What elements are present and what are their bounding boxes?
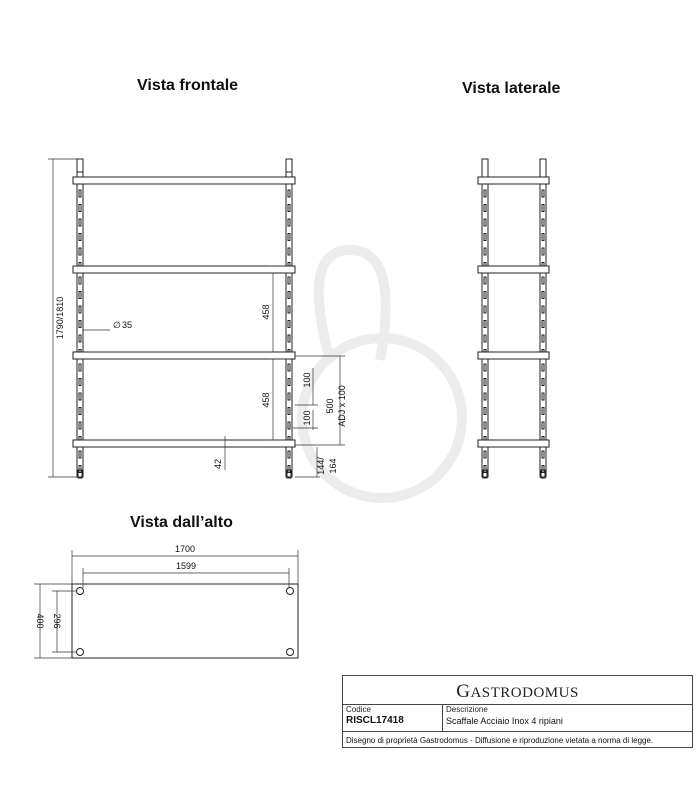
post-slot [79,248,81,255]
watermark-logo [302,250,462,498]
post-slot [288,234,290,241]
post-slot [484,277,486,284]
post-slot [484,234,486,241]
post-slot [542,205,544,212]
post-slot [542,219,544,226]
post-slot [542,277,544,284]
dim-foot-height-b: 164 [328,458,338,474]
post-slot [484,306,486,313]
code-cell [343,704,443,731]
top-post-2 [287,588,294,595]
post-slot [79,393,81,400]
side-shelf-1 [478,177,549,184]
top-dimensions [34,550,298,658]
post-slot [288,277,290,284]
post-slot [484,466,486,473]
post-slot [288,466,290,473]
front-shelf-1 [73,177,295,184]
post-slot [484,205,486,212]
post-slot [288,422,290,429]
dim-bottom-shelf: 42 [213,458,223,470]
post-slot [79,422,81,429]
dim-foot-height-a: 144/ [316,457,326,475]
post-slot [79,321,81,328]
post-slot [288,408,290,415]
post-slot [79,379,81,386]
brand-rest: ASTRODOMUS [470,685,579,701]
post-slot [542,321,544,328]
top-post-4 [287,649,294,656]
post-slot [288,219,290,226]
post-slot [484,422,486,429]
post-slot [484,321,486,328]
dim-adjust-step-b: 100 [302,410,312,426]
diameter-symbol: ∅ [113,320,121,330]
side-view-title: Vista laterale [462,80,561,97]
ownership-notice: Disegno di proprietà Gastrodomus - Diffusione e riproduzione vietata a norma di legge. [346,736,654,745]
post-slot [484,364,486,371]
code-label: Codice [346,705,371,714]
post-slot [484,451,486,458]
dim-adjust-range: 500 [325,398,335,414]
brand-initial: G [456,681,471,702]
brand-logo [343,676,692,705]
post-slot [542,466,544,473]
post-slot [79,306,81,313]
dim-width-inner: 1599 [175,561,197,571]
dim-shelf-gap-lower: 458 [261,392,271,408]
post-slot [288,292,290,299]
front-view-title: Vista frontale [137,77,239,94]
post-slot [79,451,81,458]
post-slot [288,393,290,400]
post-slot [484,408,486,415]
top-post-1 [77,588,84,595]
front-left-post [77,159,83,478]
side-view [478,159,549,478]
description-label: Descrizione [446,705,488,714]
dim-adjust-step-a: 100 [302,372,312,388]
post-slot [542,292,544,299]
dim-shelf-gap-upper: 458 [261,304,271,320]
post-slot [484,335,486,342]
post-slot [79,190,81,197]
post-slot [79,219,81,226]
side-shelf-2 [478,266,549,273]
post-slot [484,190,486,197]
post-slot [484,292,486,299]
post-slot [288,321,290,328]
post-slot [288,364,290,371]
post-slot [79,335,81,342]
post-slot [542,190,544,197]
post-slot [542,306,544,313]
side-shelf-3 [478,352,549,359]
post-slot [79,292,81,299]
dim-post-diameter: 35 [122,320,133,330]
description-value: Scaffale Acciaio Inox 4 ripiani [446,716,563,726]
top-view [72,584,298,658]
top-view-title: Vista dall’alto [130,514,233,531]
dim-total-height: 1790/1810 [55,296,65,340]
post-slot [288,190,290,197]
post-slot [542,335,544,342]
dim-width-total: 1700 [174,544,196,554]
front-right-post [286,159,292,478]
front-shelf-2 [73,266,295,273]
post-slot [79,205,81,212]
post-slot [542,379,544,386]
post-slot [484,393,486,400]
dim-depth-inner: 296 [52,613,62,629]
post-slot [288,379,290,386]
post-slot [542,393,544,400]
post-slot [79,408,81,415]
post-slot [288,306,290,313]
post-slot [484,248,486,255]
post-slot [542,364,544,371]
post-slot [542,422,544,429]
post-slot [542,248,544,255]
post-slot [79,277,81,284]
front-shelf-3 [73,352,295,359]
post-slot [288,335,290,342]
post-slot [484,379,486,386]
title-block-row [343,704,692,732]
post-slot [79,466,81,473]
post-slot [542,234,544,241]
dim-adjust-note: ADJ x 100 [337,385,347,427]
post-slot [79,234,81,241]
post-slot [288,205,290,212]
side-shelf-4 [478,440,549,447]
post-slot [542,408,544,415]
post-slot [288,451,290,458]
front-shelf-4 [73,440,295,447]
dim-depth-total: 400 [35,613,45,629]
post-slot [288,248,290,255]
post-slot [79,364,81,371]
code-value: RISCL17418 [346,715,404,726]
post-slot [484,219,486,226]
post-slot [542,451,544,458]
top-post-3 [77,649,84,656]
title-block [342,675,693,748]
top-shelf-outline [72,584,298,658]
description-cell [443,704,692,731]
